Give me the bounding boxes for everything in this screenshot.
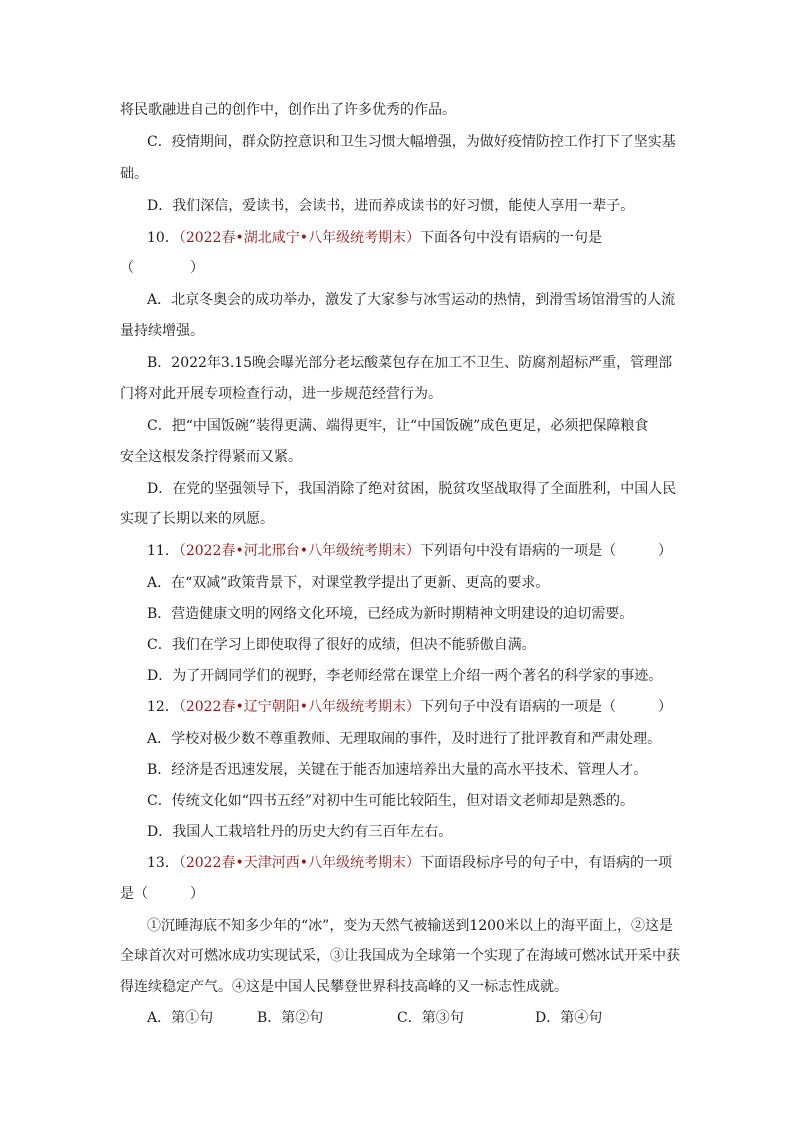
question-number: 13． bbox=[147, 855, 179, 871]
question-text: 下列句子中没有语病的一项是（ ） bbox=[419, 699, 672, 715]
question-source: （2022春•辽宁朝阳•八年级统考期末） bbox=[178, 699, 420, 715]
option-b: B．第②句 bbox=[257, 1010, 324, 1026]
text-line: 实现了长期以来的夙愿。 bbox=[120, 511, 274, 527]
question-source: （2022春•湖北咸宁•八年级统考期末） bbox=[178, 230, 420, 246]
passage-line: 得连续稳定产气。④这是中国人民攀登世界科技高峰的又一标志性成就。 bbox=[120, 979, 568, 995]
option-c: C．我们在学习上即使取得了很好的成绩，但决不能骄傲自满。 bbox=[147, 637, 536, 653]
option-a: A．学校对极少数不尊重教师、无理取闹的事件，及时进行了批评教育和严肃处理。 bbox=[147, 731, 662, 747]
option-d: D．第④句 bbox=[535, 1010, 603, 1026]
option-c: C．把“中国饭碗”装得更满、端得更牢，让“中国饭碗”成色更足，必须把保障粮食 bbox=[147, 418, 649, 434]
option-a: A．第①句 bbox=[147, 1010, 214, 1026]
option-d: D．为了开阔同学们的视野，李老师经常在课堂上介绍一两个著名的科学家的事迹。 bbox=[147, 668, 663, 684]
passage-line: ①沉睡海底不知多少年的“冰”，变为天然气被输送到1200米以上的海平面上，②这是 bbox=[147, 918, 673, 934]
option-b: B．营造健康文明的网络文化环境，已经成为新时期精神文明建设的迫切需要。 bbox=[147, 606, 634, 622]
question-source: （2022春•天津河西•八年级统考期末） bbox=[178, 855, 420, 871]
option-d: D．我们深信，爱读书，会读书，进而养成读书的好习惯，能使人享用一辈子。 bbox=[147, 198, 635, 214]
question-text: 下面各句中没有语病的一句是 bbox=[419, 230, 602, 246]
question-text: 下列语句中没有语病的一项是（ ） bbox=[419, 543, 672, 559]
option-c: C．传统文化如“四书五经”对初中生可能比较陌生，但对语文老师却是熟悉的。 bbox=[147, 793, 635, 809]
question-10-stem bbox=[147, 228, 707, 248]
text-line: 础。 bbox=[120, 166, 148, 182]
answer-blank: （ ） bbox=[120, 260, 204, 276]
option-a: A．在“双减”政策背景下，对课堂教学提出了更新、更高的要求。 bbox=[147, 575, 550, 591]
passage-line: 全球首次对可燃冰成功实现试采，③让我国成为全球第一个实现了在海域可燃冰试开采中获 bbox=[120, 948, 680, 964]
question-number: 12． bbox=[147, 699, 179, 715]
question-12-stem bbox=[147, 697, 707, 717]
text-line: 安全这根发条拧得紧而又紧。 bbox=[120, 449, 302, 465]
question-13-stem bbox=[147, 853, 707, 873]
question-number: 11． bbox=[147, 543, 179, 559]
option-d: D．我国人工栽培牡丹的历史大约有三百年左右。 bbox=[147, 824, 453, 840]
answer-options bbox=[147, 1008, 687, 1028]
option-b: B．2022年3.15晚会曝光部分老坛酸菜包存在加工不卫生、防腐剂超标严重，管理部 bbox=[147, 355, 673, 371]
question-number: 10． bbox=[147, 230, 179, 246]
text-line: 将民歌融进自己的创作中，创作出了许多优秀的作品。 bbox=[120, 102, 456, 118]
option-a: A．北京冬奥会的成功举办，激发了大家参与冰雪运动的热情，到滑雪场馆滑雪的人流 bbox=[147, 292, 676, 308]
question-source: （2022春•河北邢台•八年级统考期末） bbox=[178, 543, 420, 559]
option-b: B．经济是否迅速发展，关键在于能否加速培养出大量的高水平技术、管理人才。 bbox=[147, 762, 648, 778]
option-d: D．在党的坚强领导下，我国消除了绝对贫困，脱贫攻坚战取得了全面胜利，中国人民 bbox=[147, 481, 677, 497]
text-line: 量持续增强。 bbox=[120, 323, 204, 339]
question-11-stem bbox=[147, 541, 707, 561]
option-c: C．疫情期间，群众防控意识和卫生习惯大幅增强，为做好疫情防控工作打下了坚实基 bbox=[147, 134, 676, 150]
text-line: 门将对此开展专项检查行动，进一步规范经营行为。 bbox=[120, 386, 442, 402]
option-c: C．第③句 bbox=[397, 1010, 464, 1026]
question-text: 是（ ） bbox=[120, 886, 204, 902]
question-text: 下面语段标序号的句子中，有语病的一项 bbox=[419, 855, 672, 871]
